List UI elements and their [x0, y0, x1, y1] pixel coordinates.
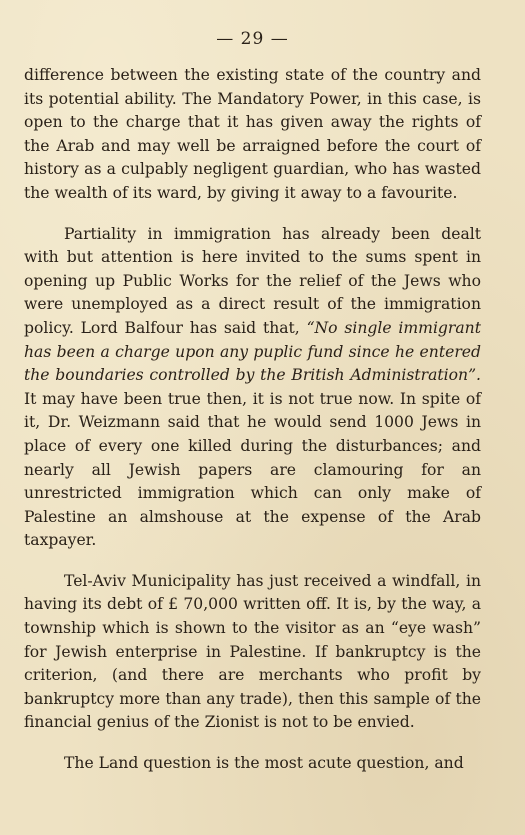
paragraph-3: Tel-Aviv Municipality has just received a windfall, in having its debt of £ 70,000 written off. It is, by the way, a township which is shown to the visitor as an “eye wash” for Jewish enterprise in Palestine. If bankruptcy is the criterion, (and there are merchants who profit by bankruptcy more than any trade), then this sample of the financial genius of the Zionist is not to be envied. [24, 571, 481, 732]
page-number: — 29 — [216, 29, 289, 49]
paragraph-1: difference between the existing state of the country and its potential ability. The Mandatory Power, in this case, is open to the charge that it has given away the rights of the Arab and may well be arraigned before the court of history as a culpably negligent guardian, who has wasted the wealth of its ward, by giving it away to a favourite. [24, 66, 481, 202]
paragraph-2-after: It may have been true then, it is not true now. In spite of it, Dr. Weizmann said that he would send 1000 Jews in place of every one killed during the disturbances; and nearly all Jewish papers are clamouring for an unrestricted immigration which can only make of Palestine an almshouse at the expense of the Arab taxpayer. [24, 389, 481, 550]
paragraph-2-before: Partiality in immigration has already been dealt with but attention is here invited to the sums spent in opening up Public Works for the relief of the Jews who were unemployed as a direct result of the immigration policy. Lord Balfour has said that, [24, 224, 481, 337]
balfour-quote: “No single immigrant has been a charge upon any puplic fund since he entered the boundaries controlled by the British Administration”. [24, 318, 481, 385]
paragraph-4: The Land question is the most acute question, and [64, 754, 464, 773]
paragraph-2 [24, 223, 481, 553]
